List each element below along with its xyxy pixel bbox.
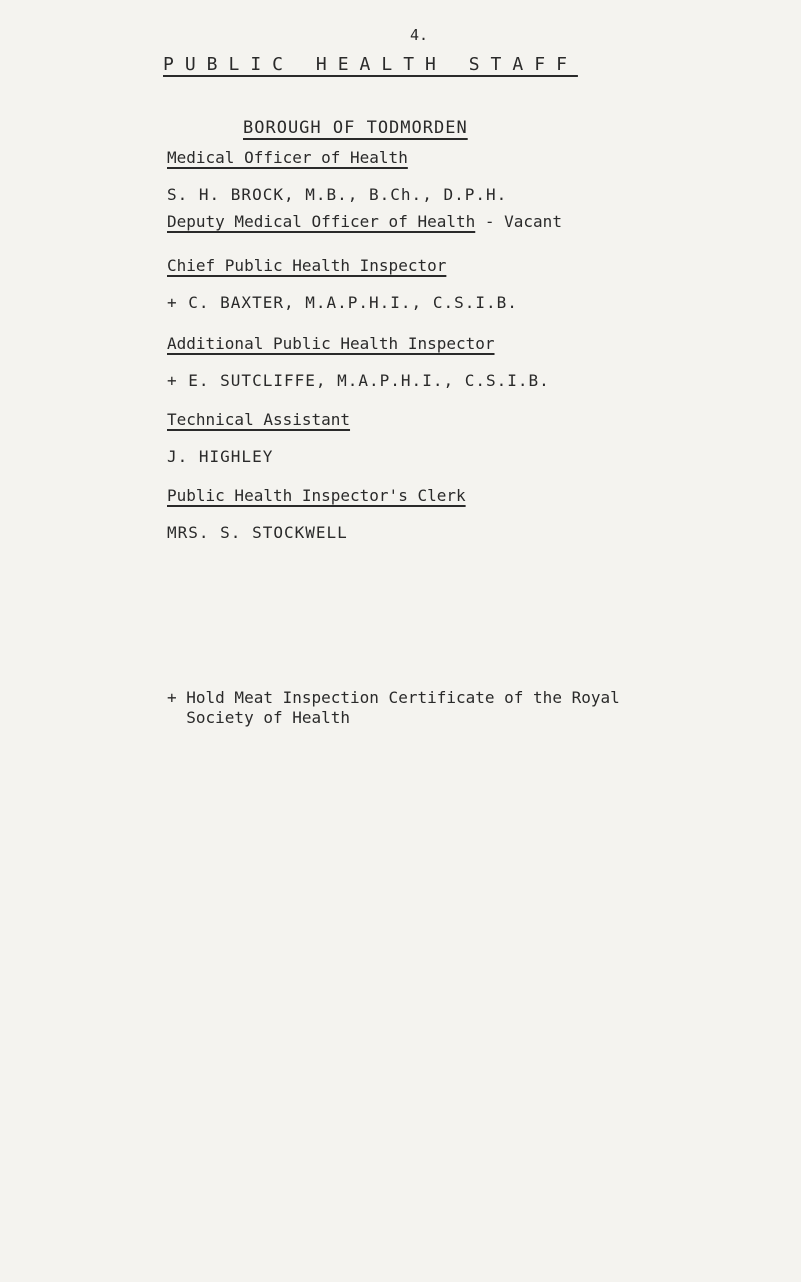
role-title: Chief Public Health Inspector	[167, 256, 447, 275]
footnote-line: + Hold Meat Inspection Certificate of the Royal	[167, 688, 620, 707]
role-title: Public Health Inspector's Clerk	[167, 486, 466, 505]
role-title: Medical Officer of Health	[167, 148, 408, 167]
role-suffix: - Vacant	[475, 212, 562, 231]
role-title: Deputy Medical Officer of Health	[167, 212, 476, 231]
staff-name: + C. BAXTER, M.A.P.H.I., C.S.I.B.	[167, 293, 518, 312]
staff-name: J. HIGHLEY	[167, 447, 274, 466]
role-title: Additional Public Health Inspector	[167, 334, 495, 353]
staff-entry-deputy-medical-officer	[167, 212, 562, 231]
staff-name: MRS. S. STOCKWELL	[167, 523, 348, 542]
staff-entry-additional-inspector	[167, 334, 550, 390]
staff-name: + E. SUTCLIFFE, M.A.P.H.I., C.S.I.B.	[167, 371, 550, 390]
staff-name: S. H. BROCK, M.B., B.Ch., D.P.H.	[167, 185, 508, 204]
staff-entry-chief-inspector	[167, 256, 518, 312]
footnote-line: Society of Health	[167, 708, 351, 727]
page-number: 4.	[410, 26, 429, 44]
document-heading: PUBLIC HEALTH STAFF	[163, 54, 578, 75]
footnote	[167, 688, 767, 728]
borough-heading: BOROUGH OF TODMORDEN	[243, 118, 468, 138]
staff-entry-medical-officer	[167, 148, 507, 204]
role-title: Technical Assistant	[167, 410, 351, 429]
staff-entry-technical-assistant	[167, 410, 350, 466]
staff-entry-inspector-clerk	[167, 486, 466, 542]
